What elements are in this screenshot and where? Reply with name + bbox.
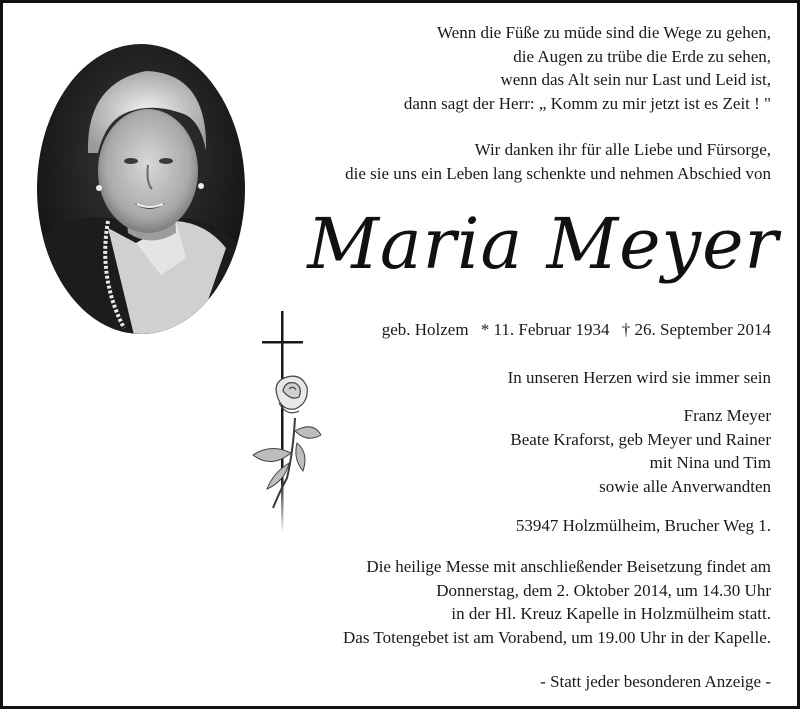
family-list bbox=[510, 404, 771, 498]
poem-line: dann sagt der Herr: „ Komm zu mir jetzt ist es Zeit ! " bbox=[403, 93, 771, 113]
funeral-mass-info bbox=[343, 555, 771, 649]
notice-footer: - Statt jeder besonderen Anzeige - bbox=[540, 672, 771, 691]
poem-line: wenn das Alt sein nur Last und Leid ist, bbox=[500, 70, 771, 89]
poem-line: Wenn die Füße zu müde sind die Wege zu gehen, bbox=[436, 23, 771, 42]
thanks-line: die sie uns ein Leben lang schenkte und nehmen Abschied von bbox=[345, 163, 771, 183]
birth-name: geb. Holzem bbox=[381, 320, 469, 339]
family-member: mit Nina und Tim bbox=[649, 453, 771, 472]
thanks-text bbox=[345, 138, 771, 185]
cross-with-rose-icon bbox=[243, 303, 343, 533]
in-hearts-text: In unseren Herzen wird sie immer sein bbox=[507, 368, 771, 387]
mass-line: in der Hl. Kreuz Kapelle in Holzmülheim statt. bbox=[451, 604, 771, 623]
family-member: sowie alle Anverwandten bbox=[599, 476, 771, 496]
life-dates bbox=[382, 319, 771, 341]
poem-line: die Augen zu trübe die Erde zu sehen, bbox=[513, 46, 771, 66]
address: 53947 Holzmülheim, Brucher Weg 1. bbox=[515, 516, 771, 535]
mass-line: Die heilige Messe mit anschließender Beisetzung findet am bbox=[366, 557, 771, 576]
family-member: Franz Meyer bbox=[683, 406, 771, 425]
death-date: † 26. September 2014 bbox=[621, 320, 771, 339]
family-member: Beate Kraforst, geb Meyer und Rainer bbox=[510, 429, 771, 449]
mass-line: Donnerstag, dem 2. Oktober 2014, um 14.30 Uhr bbox=[436, 580, 771, 600]
portrait-photo bbox=[36, 43, 246, 335]
deceased-name: Maria Meyer bbox=[307, 203, 779, 285]
thanks-line: Wir danken ihr für alle Liebe und Fürsorge, bbox=[474, 140, 771, 159]
poem bbox=[404, 21, 771, 115]
birth-date: * 11. Februar 1934 bbox=[480, 320, 610, 339]
mass-line: Das Totengebet ist am Vorabend, um 19.00 Uhr in der Kapelle. bbox=[343, 627, 771, 647]
